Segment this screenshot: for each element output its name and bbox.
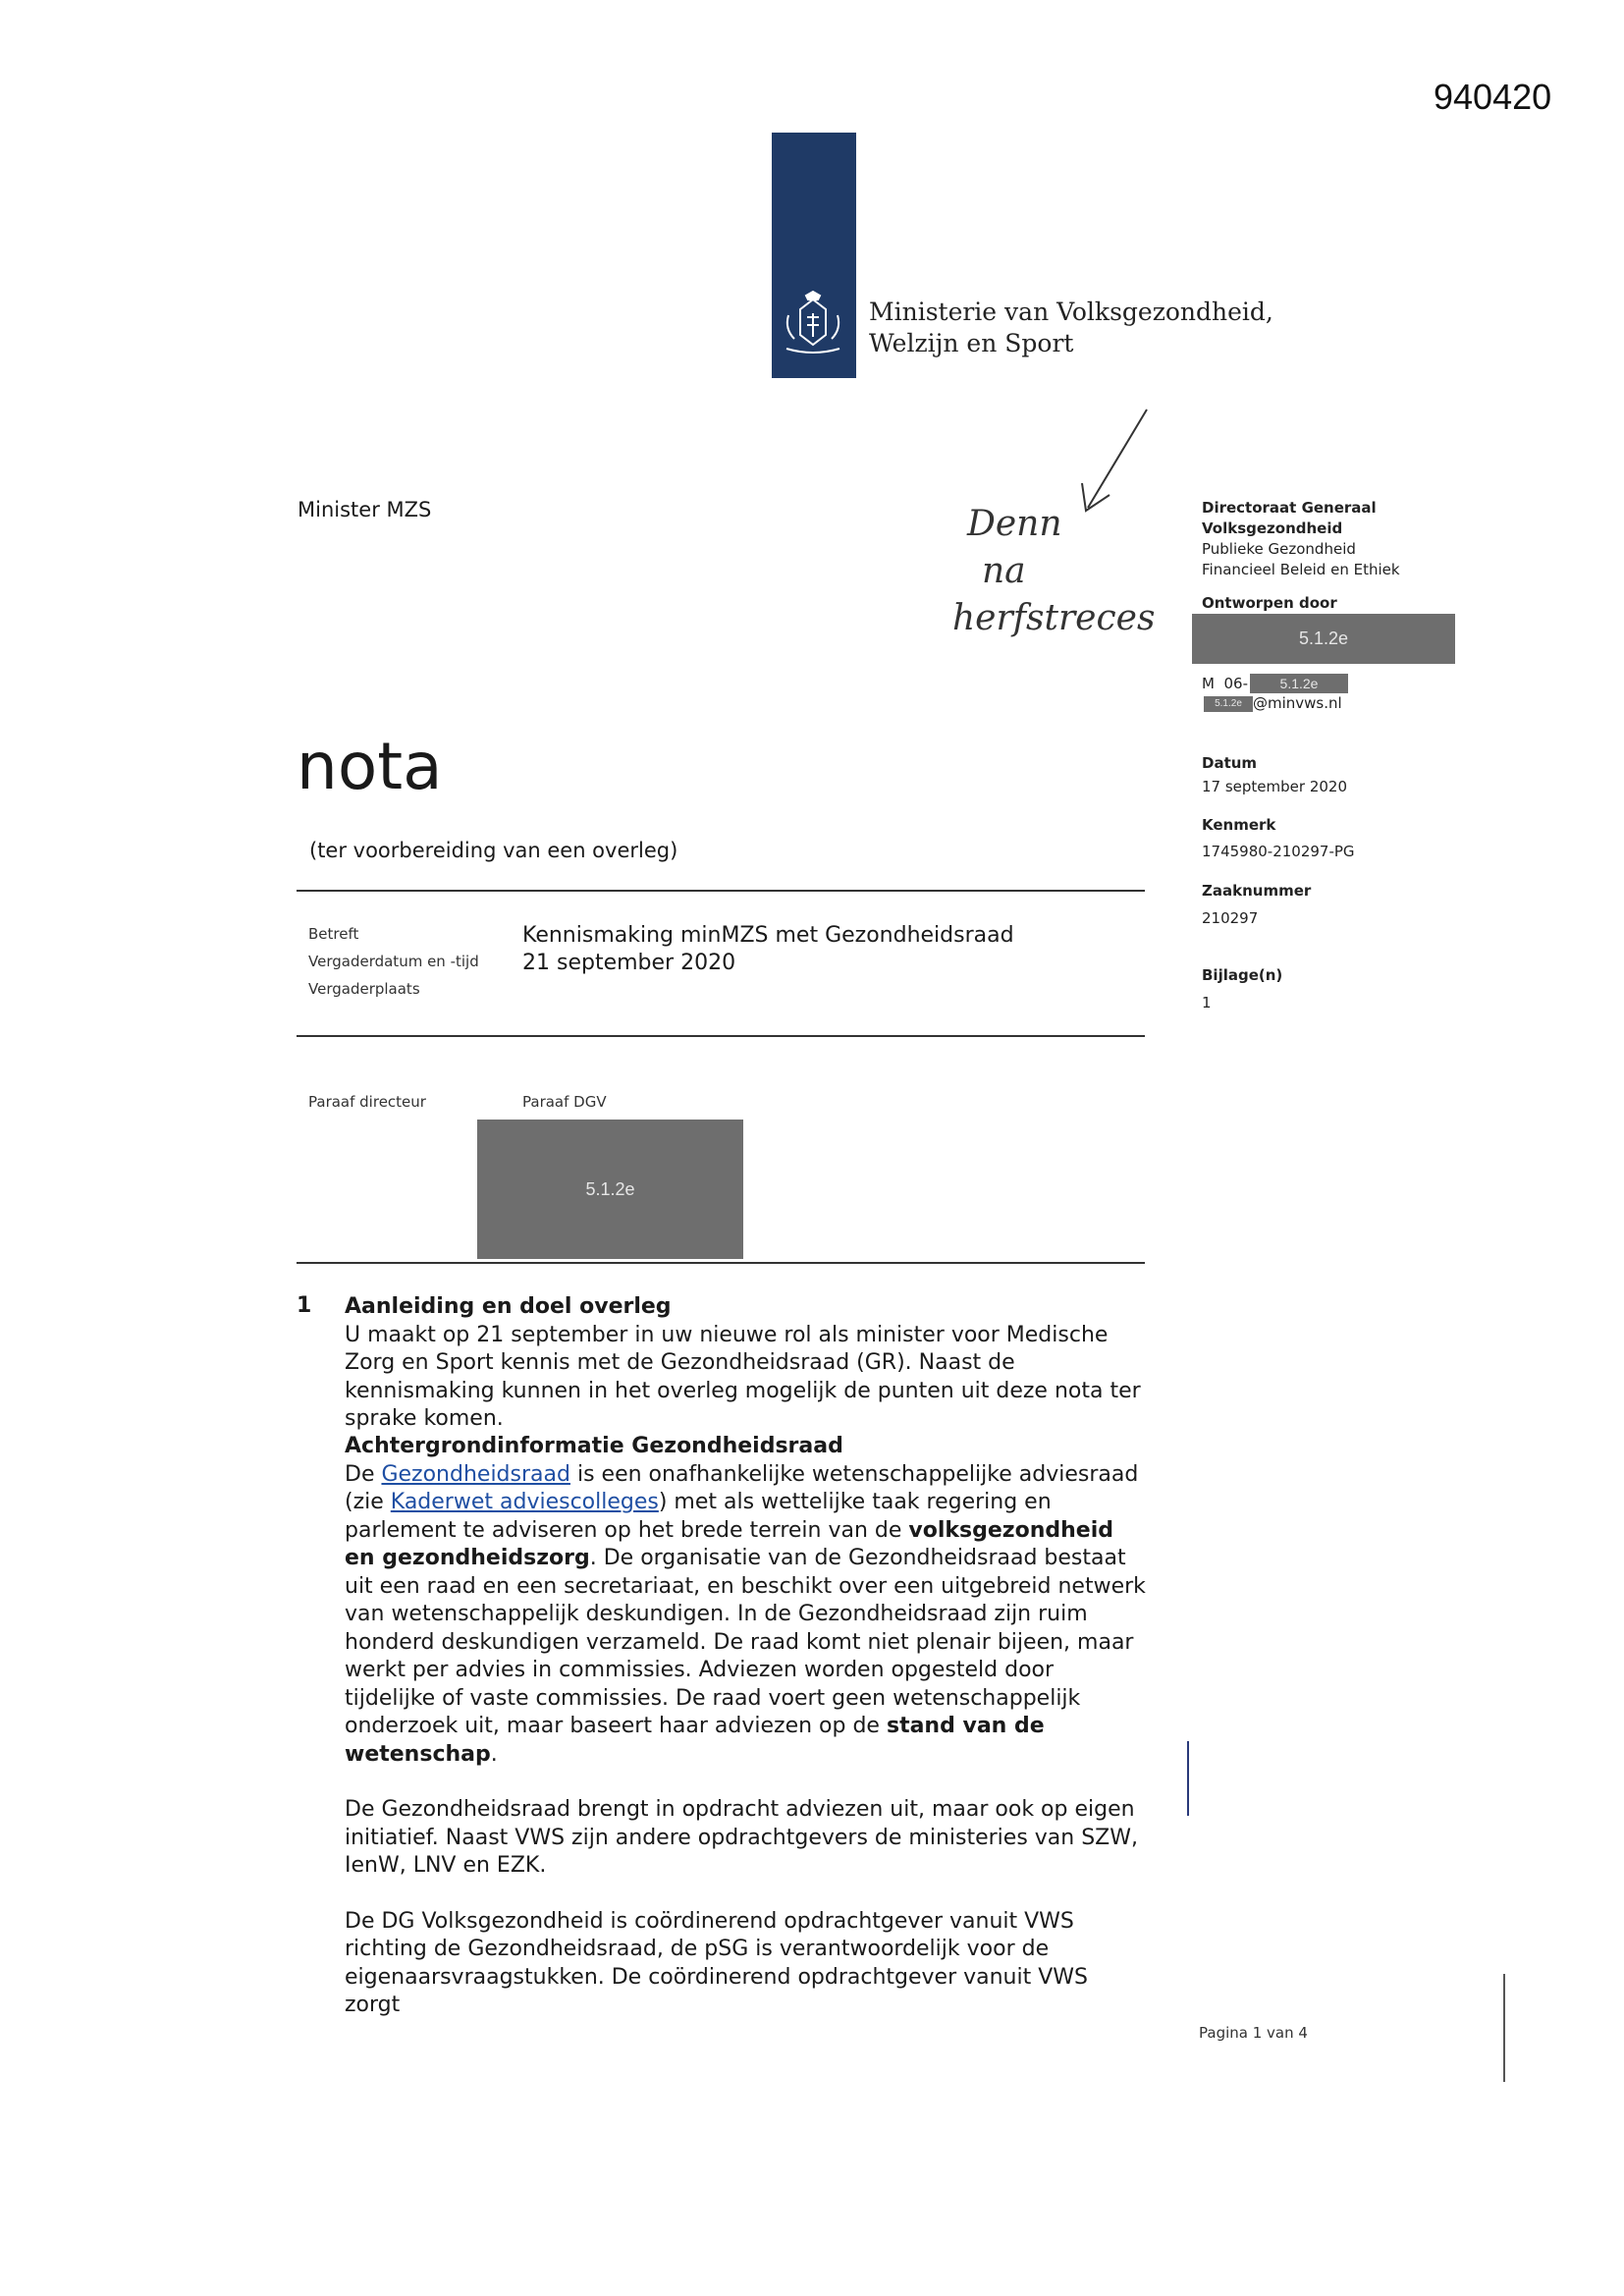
scan-edge-line bbox=[1503, 1974, 1505, 2082]
dg-line1: Directoraat Generaal bbox=[1202, 499, 1377, 517]
divider bbox=[297, 890, 1145, 892]
handwritten-line1: Denn bbox=[967, 504, 1062, 544]
document-subtitle: (ter voorbereiding van een overleg) bbox=[309, 839, 678, 862]
text-run: . De organisatie van de Gezondheidsraad bestaat uit een raad en een secretariaat, en beschikt over een uitgebreid netwerk van wetenschappelijk deskundigen. In de Gezondheidsraad zijn ruim honderd deskundigen verzameld. De raad komt niet plenair bijeen, maar werkt per advies in commissies. Adviezen worden opgesteld door tijdelijke of vaste commissies. De raad voert geen wetenschappelijk onderzoek uit, maar baseert haar adviezen op de bbox=[345, 1546, 1146, 1738]
vergaderplaats-label: Vergaderplaats bbox=[308, 980, 420, 998]
kaderwet-link[interactable]: Kaderwet adviescolleges bbox=[390, 1490, 659, 1514]
paraaf-dgv-label: Paraaf DGV bbox=[522, 1093, 607, 1111]
background-paragraph-1 bbox=[345, 1461, 1150, 1770]
ontworpen-redaction: 5.1.2e bbox=[1192, 614, 1455, 664]
document-number: 940420 bbox=[1434, 77, 1552, 117]
gezondheidsraad-link[interactable]: Gezondheidsraad bbox=[381, 1461, 570, 1487]
kenmerk-label: Kenmerk bbox=[1202, 816, 1276, 834]
email-suffix: @minvws.nl bbox=[1253, 694, 1342, 712]
datum-label: Datum bbox=[1202, 754, 1258, 772]
handwritten-line3: herfstreces bbox=[952, 598, 1156, 638]
sidebar bbox=[1202, 498, 1437, 580]
document-title: nota bbox=[297, 729, 443, 804]
datum-value: 17 september 2020 bbox=[1202, 778, 1348, 795]
section-heading: Aanleiding en doel overleg bbox=[345, 1294, 672, 1319]
bijlage-label: Bijlage(n) bbox=[1202, 966, 1283, 984]
section-number: 1 bbox=[297, 1293, 312, 1318]
kenmerk-value: 1745980-210297-PG bbox=[1202, 843, 1355, 860]
paraaf-redaction: 5.1.2e bbox=[477, 1120, 743, 1259]
ministry-name-line2: Welzijn en Sport bbox=[869, 329, 1074, 357]
paraaf-directeur-label: Paraaf directeur bbox=[308, 1093, 426, 1111]
ministry-name-line1: Ministerie van Volksgezondheid, bbox=[869, 298, 1273, 326]
bold-run: volksgezondheid en gezondheidszorg bbox=[345, 1517, 1113, 1570]
vergaderdatum-value: 21 september 2020 bbox=[522, 951, 736, 975]
text-run: ) met als wettelijke taak regering en parlement te adviseren op het brede terrein van de bbox=[345, 1490, 1052, 1543]
vergaderdatum-label: Vergaderdatum en -tijd bbox=[308, 953, 479, 970]
royal-crest-icon bbox=[781, 290, 845, 358]
background-heading: Achtergrondinformatie Gezondheidsraad bbox=[345, 1434, 843, 1458]
dept-line2: Financieel Beleid en Ethiek bbox=[1202, 561, 1400, 578]
handwritten-note bbox=[952, 501, 1156, 642]
background-paragraph-3: De DG Volksgezondheid is coördinerend opdrachtgever vanuit VWS richting de Gezondheidsraad, de pSG is verantwoordelijk voor de eigenaarsvraagstukken. De coördinerend opdrachtgever vanuit VWS zorgt bbox=[345, 1908, 1089, 2017]
betreft-value: Kennismaking minMZS met Gezondheidsraad bbox=[522, 923, 1014, 948]
addressee: Minister MZS bbox=[298, 498, 432, 521]
dept-line1: Publieke Gezondheid bbox=[1202, 540, 1356, 558]
zaaknummer-value: 210297 bbox=[1202, 909, 1259, 927]
section-1 bbox=[345, 1293, 1150, 1434]
ministry-name bbox=[869, 297, 1273, 359]
page-number: Pagina 1 van 4 bbox=[1199, 2024, 1308, 2042]
divider bbox=[297, 1262, 1145, 1264]
bold-run: stand van de wetenschap bbox=[345, 1714, 1045, 1767]
phone-prefix: M 06- bbox=[1202, 675, 1248, 692]
phone-redaction: 5.1.2e bbox=[1250, 674, 1348, 693]
email-redaction: 5.1.2e bbox=[1204, 696, 1253, 712]
margin-mark bbox=[1187, 1741, 1189, 1816]
bijlage-value: 1 bbox=[1202, 994, 1212, 1011]
text-run: De bbox=[345, 1461, 382, 1487]
text-run: . bbox=[490, 1741, 498, 1767]
background-section bbox=[345, 1433, 1150, 2020]
ontworpen-label: Ontworpen door bbox=[1202, 594, 1337, 612]
divider bbox=[297, 1035, 1145, 1037]
section-paragraph: U maakt op 21 september in uw nieuwe rol als minister voor Medische Zorg en Sport kennis met de Gezondheidsraad (GR). Naast de kennismaking kunnen in het overleg mogelijk de punten uit deze nota ter sprake komen. bbox=[345, 1322, 1141, 1431]
betreft-label: Betreft bbox=[308, 925, 359, 943]
zaaknummer-label: Zaaknummer bbox=[1202, 882, 1312, 900]
text-run: is een onafhankelijke wetenschappelijke adviesraad (zie bbox=[345, 1461, 1139, 1514]
background-paragraph-2: De Gezondheidsraad brengt in opdracht adviezen uit, maar ook op eigen initiatief. Naast VWS zijn andere opdrachtgevers de ministeries van SZW, IenW, LNV en EZK. bbox=[345, 1797, 1138, 1878]
dg-line2: Volksgezondheid bbox=[1202, 519, 1343, 537]
handwritten-line2: na bbox=[982, 551, 1026, 591]
